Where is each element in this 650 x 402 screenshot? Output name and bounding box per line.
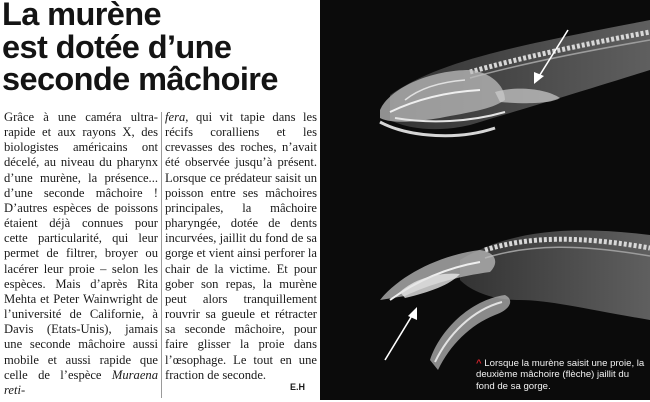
xray-photo <box>320 0 650 400</box>
column-1-text: Grâce à une caméra ultra-rapide et aux rayons X, des biologistes américains ont décelé, au niveau du pharynx d’une murène, la présence... d’une seconde mâchoire ! D’autres espèces de poissons étaient déjà connues pour cette particularité, qui leur permet de filtrer, broyer ou lacérer leur proie – selon les espèces. Mais d’après Rita Mehta et Peter Wainwright de l’université de Californie, à Davis (Etats-Unis), jamais une seconde mâchoire aussi mobile et aussi rapide que celle de l’espèce <box>4 110 158 382</box>
headline-line-1: La murène <box>2 0 161 32</box>
caption-text: Lorsque la murène saisit une proie, la deuxième mâchoire (flèche) jaillit du fond de sa gorge. <box>476 358 645 392</box>
species-name-part-1: Muraena reti- <box>4 367 158 397</box>
article-paragraph-1 <box>4 110 158 398</box>
headline-line-2: est dotée d’une <box>2 28 232 65</box>
headline <box>2 0 320 96</box>
column-divider <box>161 112 162 398</box>
photo-caption <box>476 358 648 392</box>
author-initials: E.H <box>290 382 306 392</box>
species-name-part-2: fera <box>165 110 186 124</box>
xray-moray-illustration <box>320 0 650 400</box>
article-column-1 <box>4 110 158 402</box>
caption-marker-icon: ^ <box>476 358 482 369</box>
article-paragraph-2 <box>165 110 317 383</box>
headline-line-3: seconde mâchoire <box>2 61 278 97</box>
column-2-text: , qui vit tapie dans les récifs coralliens et les crevasses des roches, n’avait été observée jusqu’à présent. Lorsque ce prédateur saisit un poisson entre ses mâchoires principales, la mâchoire pharyngée, dotée de dents incurvées, jaillit du fond de sa gorge et vient ainsi perforer la chair de la victime. Et pour gober son repas, la murène peut alors tranquillement rouvrir sa gueule et rétracter sa seconde mâchoire, pour faire glisser la proie dans l’œsophage. Le tout en une fraction de seconde. <box>165 110 317 382</box>
article-column-2 <box>165 110 317 402</box>
